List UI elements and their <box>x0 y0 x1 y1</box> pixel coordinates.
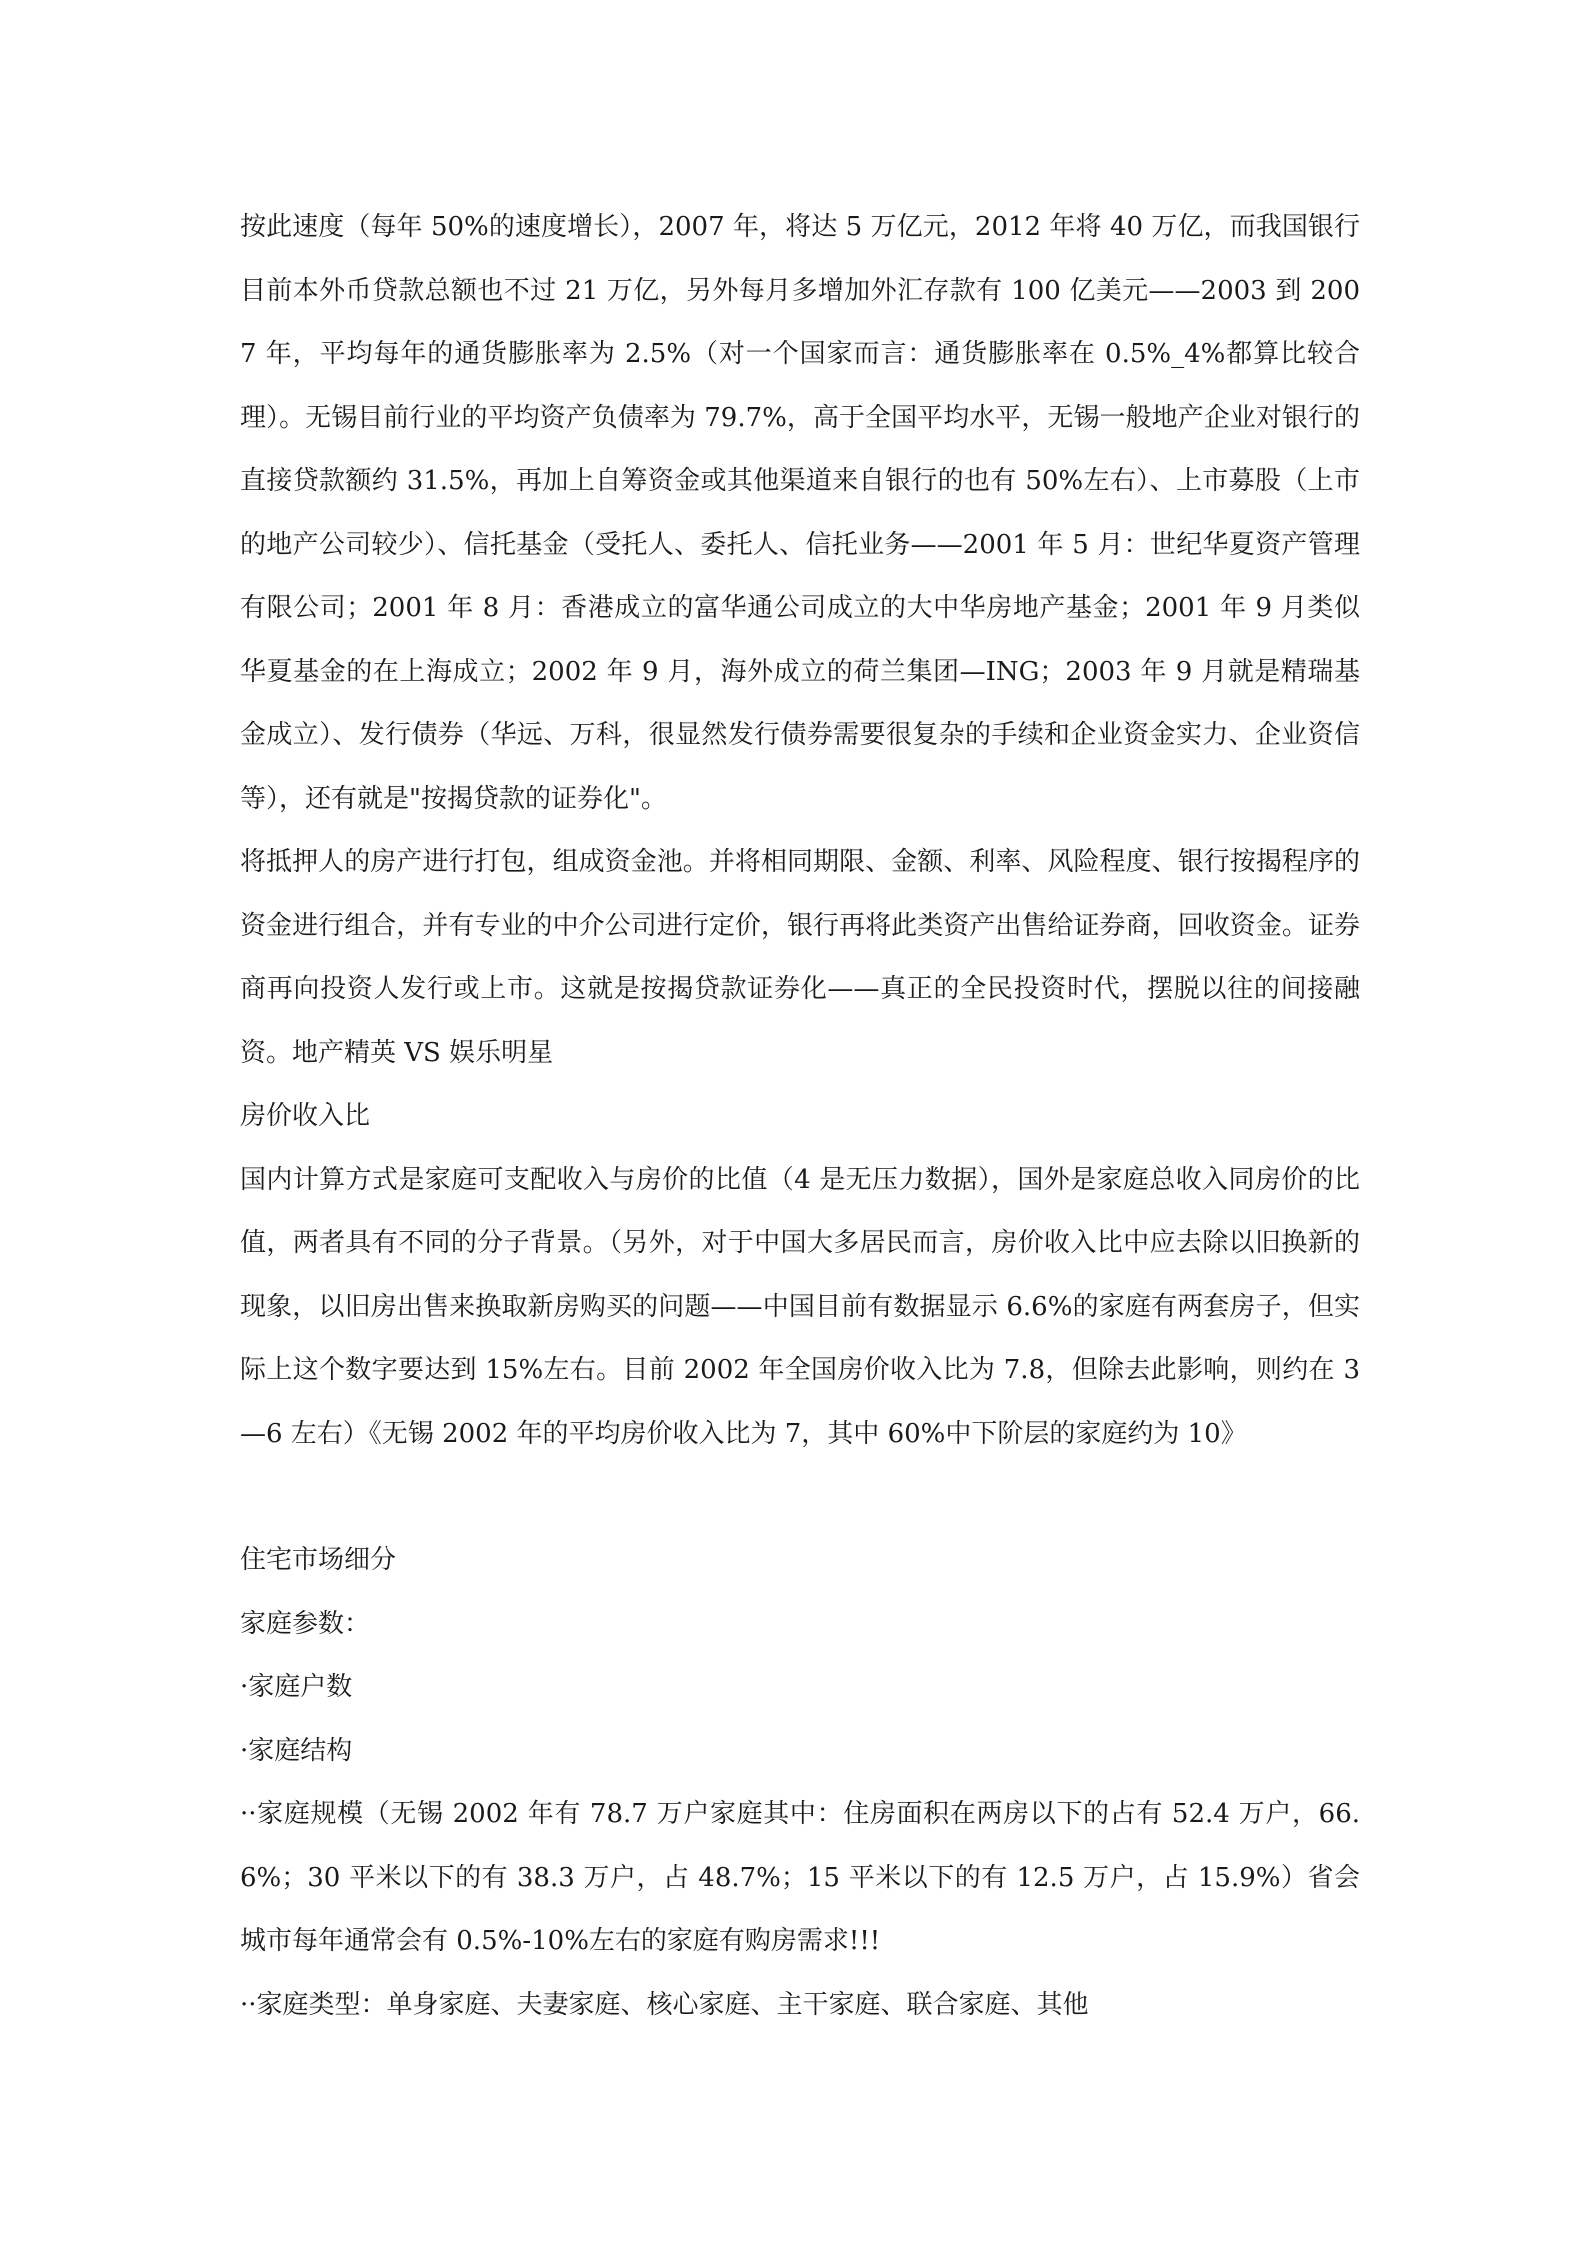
paragraph-securitization: 将抵押人的房产进行打包，组成资金池。并将相同期限、金额、利率、风险程度、银行按揭程序的资金进行组合，并有专业的中介公司进行定价，银行再将此类资产出售给证券商，回收资金。证券商再向投资人发行或上市。这就是按揭贷款证券化——真正的全民投资时代，摆脱以往的间接融资。地产精英 VS 娱乐明星 <box>240 847 1360 1068</box>
paragraph-price-income-ratio: 国内计算方式是家庭可支配收入与房价的比值（4 是无压力数据），国外是家庭总收入同房价的比值，两者具有不同的分子背景。（另外，对于中国大多居民而言，房价收入比中应去除以旧换新的现象，以旧房出售来换取新房购买的问题——中国目前有数据显示 6.6%的家庭有两套房子，但实际上这个数字要达到 15%左右。目前 2002 年全国房价收入比为 7.8，但除去此影响，则约在 3—6 左右）《无锡 2002 年的平均房价收入比为 7，其中 60%中下阶层的家庭约为 10》 <box>240 1164 1360 1449</box>
family-params-label: 家庭参数： <box>240 1608 371 1639</box>
blank-line <box>240 1466 1360 1529</box>
list-item: ··家庭规模（无锡 2002 年有 78.7 万户家庭其中：住房面积在两房以下的占有 52.4 万户，66.6%；30 平米以下的有 38.3 万户，占 48.7%；15 平米以下的有 12.5 万户，占 15.9%）省会城市每年通常会有 0.5%-10%左右的家庭有购房需求!!! <box>240 1799 1360 1956</box>
section-title: 住宅市场细分 <box>240 1545 397 1575</box>
list-item: ·家庭结构 <box>240 1735 353 1766</box>
document-page <box>240 196 1360 2037</box>
paragraph-financing: 按此速度（每年 50%的速度增长），2007 年，将达 5 万亿元，2012 年将 40 万亿，而我国银行目前本外币贷款总额也不过 21 万亿，另外每月多增加外汇存款有 100 亿美元——2003 到 2007 年，平均每年的通货膨胀率为 2.5%（对一个国家而言：通货膨胀率在 0.5%_4%都算比较合理）。无锡目前行业的平均资产负债率为 79.7%，高于全国平均水平，无锡一般地产企业对银行的直接贷款额约 31.5%，再加上自筹资金或其他渠道来自银行的也有 50%左右）、上市募股（上市的地产公司较少）、信托基金（受托人、委托人、信托业务——2001 年 5 月：世纪华夏资产管理有限公司；2001 年 8 月：香港成立的富华通公司成立的大中华房地产基金；2001 年 9 月类似华夏基金的在上海成立；2002 年 9 月，海外成立的荷兰集团—ING；2003 年 9 月就是精瑞基金成立）、发行债券（华远、万科，很显然发行债券需要很复杂的手续和企业资金实力、企业资信等），还有就是"按揭贷款的证券化"。 <box>240 212 1360 814</box>
heading-price-income-ratio: 房价收入比 <box>240 1101 371 1131</box>
list-item: ·家庭户数 <box>240 1672 353 1702</box>
list-item: ··家庭类型：单身家庭、夫妻家庭、核心家庭、主干家庭、联合家庭、其他 <box>240 1989 1089 2020</box>
